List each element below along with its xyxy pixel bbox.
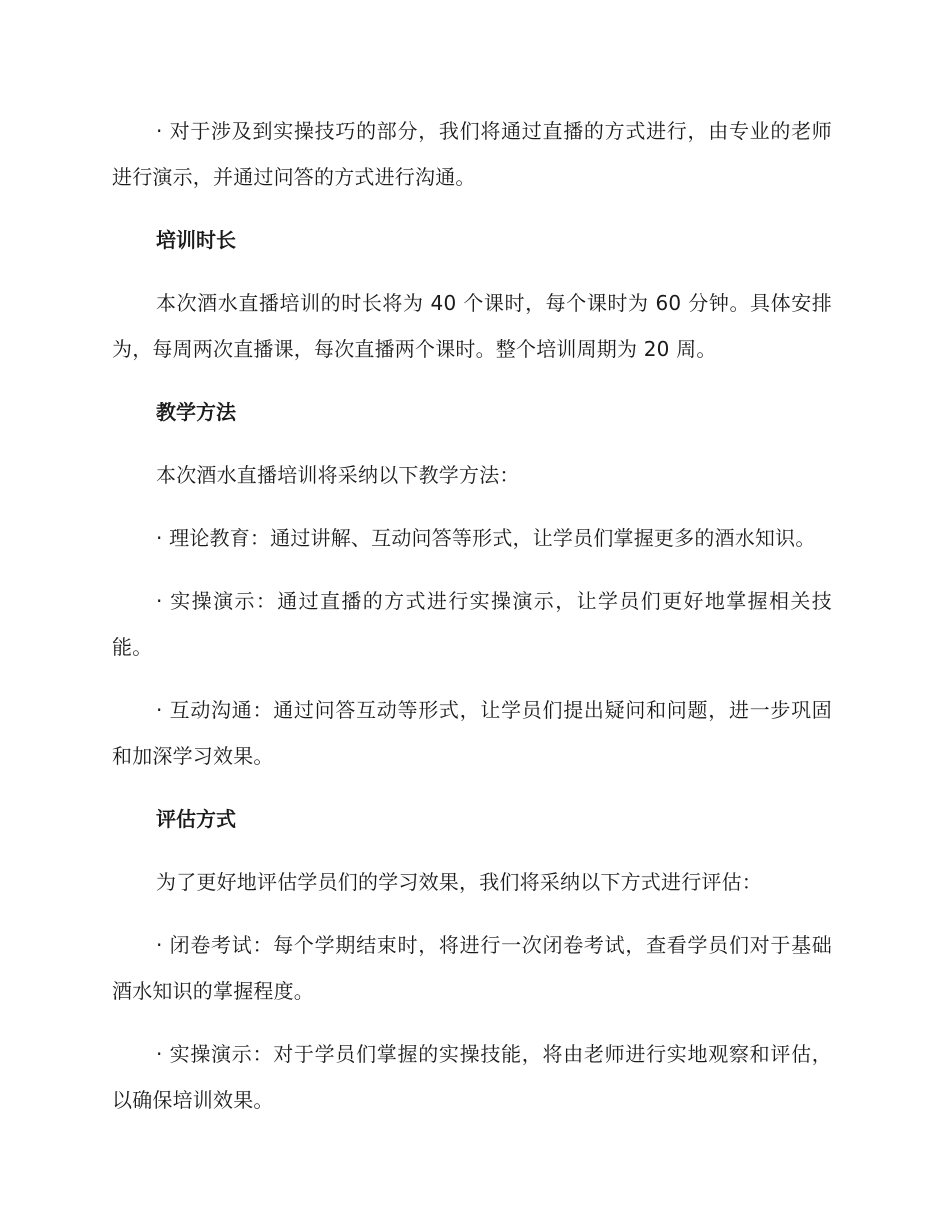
section-heading-teaching-methods: 教学方法 bbox=[156, 400, 236, 424]
paragraph-interactive-communication: · 互动沟通：通过问答互动等形式，让学员们提出疑问和问题，进一步巩固和加深学习效果。 bbox=[112, 698, 832, 768]
section-heading-duration: 培训时长 bbox=[156, 228, 236, 252]
paragraph-duration: 本次酒水直播培训的时长将为 40 个课时，每个课时为 60 分钟。具体安排为，每周两次直播课，每次直播两个课时。整个培训周期为 20 周。 bbox=[112, 291, 832, 361]
paragraph-practical-demo: · 实操演示：通过直播的方式进行实操演示，让学员们更好地掌握相关技能。 bbox=[112, 589, 832, 659]
paragraph-assessment-intro: 为了更好地评估学员们的学习效果，我们将采纳以下方式进行评估： bbox=[156, 870, 762, 894]
paragraph-practical-live: · 对于涉及到实操技巧的部分，我们将通过直播的方式进行，由专业的老师进行演示，并通过问答的方式进行沟通。 bbox=[112, 119, 832, 189]
document-body bbox=[112, 108, 832, 1140]
paragraph-practical-assessment: · 实操演示：对于学员们掌握的实操技能，将由老师进行实地观察和评估，以确保培训效果。 bbox=[112, 1042, 832, 1112]
section-heading-assessment: 评估方式 bbox=[156, 807, 236, 831]
paragraph-closed-book-exam: · 闭卷考试：每个学期结束时，将进行一次闭卷考试，查看学员们对于基础酒水知识的掌握程度。 bbox=[112, 933, 832, 1003]
paragraph-theory-education: · 理论教育：通过讲解、互动问答等形式，让学员们掌握更多的酒水知识。 bbox=[156, 526, 816, 550]
paragraph-methods-intro: 本次酒水直播培训将采纳以下教学方法： bbox=[156, 463, 520, 487]
